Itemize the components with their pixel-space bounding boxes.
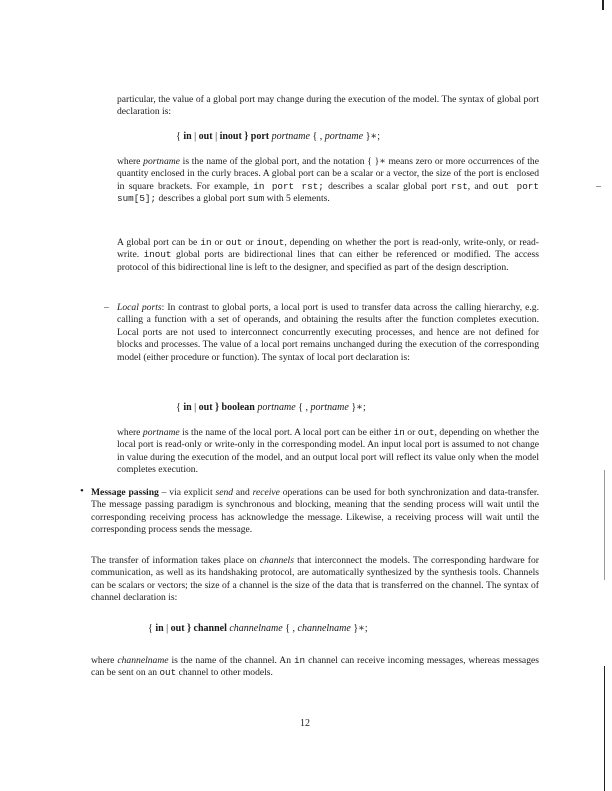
text: is the name of the channel. An [168,655,294,666]
text: and [233,487,253,498]
code-snippet: out [417,427,435,438]
page-number: 12 [300,718,310,729]
paragraph-global-port-where [117,156,539,206]
syntax-identifier: portname [310,402,349,413]
term-receive: receive [252,487,280,498]
syntax-identifier: portname [257,402,296,413]
text: channel can receive incoming messages, whereas messages can be sent on an [91,655,539,679]
syntax-text: { [148,623,156,634]
syntax-identifier: portname [271,131,310,142]
local-port-syntax [176,402,366,414]
scan-mark-right-2 [604,470,605,580]
text: : In contrast to global ports, a local port is used to transfer data across the calling hierarchy, e.g. calling a function with a set of operands, and obtaining the results after the function completes execution. Local ports are not used to interconnect concurrently executing processes, and hence are not defined for blocks and processes. The value of a local port remains unchanged during the execution of the corresponding model (either procedure or function). The syntax of local port declaration is: [117,302,539,363]
term-local-ports: Local ports [117,302,162,313]
syntax-text: { , [282,623,298,634]
text: that interconnect the models. The corresponding hardware for communication, as well as its handshaking protocol, are automatically synthesized by the synthesis tools. Channels can be scalars or vectors; the size of a channel is the size of the data that is transferred on the channel. The syntax of channel declaration is: [91,555,539,604]
code-snippet: sum [247,193,265,205]
syntax-text: | [212,131,220,142]
text: describes a scalar global port [323,180,452,192]
syntax-text: | [191,131,199,142]
syntax-text: { , [295,402,311,413]
syntax-keyword: } boolean [212,402,258,413]
syntax-text: }∗; [363,131,380,142]
channel-syntax [148,623,368,635]
syntax-text: | [191,402,199,413]
list-dash: – [104,302,109,313]
syntax-text: | [163,623,171,634]
paragraph-local-ports [117,302,539,364]
code-snippet: in port rst; [253,180,324,192]
code-snippet: in [293,655,306,666]
text: global ports are bidirectional lines that can either be referenced or modified. The access protocol of this bidirectional line is left to the designer, and specified as part of the design description. [117,249,539,273]
syntax-text: }∗; [348,402,366,413]
code-snippet: out [225,237,243,248]
syntax-keyword: out [170,623,185,634]
code-snippet: in [393,427,405,438]
term-message-passing: Message passing [91,487,159,498]
text: or [242,237,257,248]
text: where [117,427,143,438]
syntax-keyword: in [155,623,164,634]
syntax-keyword: out [198,131,213,142]
paragraph-intro-text: particular, the value of a global port may change during the execution of the model. The syntax of global port declaration is: [117,94,539,118]
code-snippet: rst [451,180,468,192]
paragraph-message-passing [91,487,539,537]
syntax-keyword: } port [241,131,272,142]
text: operations can be used for both synchronization and data-transfer. The message passing paradigm is synchronous and blocking, meaning that the sending process will wait until the corresponding receiving process has acknowledge the message. Likewise, a receiving process will wait until the corresponding process sends the message. [91,487,539,536]
identifier: channelname [117,655,169,666]
global-port-syntax [176,131,380,143]
code-snippet: inout [256,237,285,248]
bullet-icon: • [80,485,84,497]
syntax-keyword: in [183,131,192,142]
text: or [211,237,226,248]
scan-mark-right-1 [596,186,601,187]
identifier: portname [143,156,180,167]
text: or [404,427,418,438]
syntax-keyword: in [183,402,192,413]
scan-mark-right-3 [604,666,605,791]
text: where [117,156,144,167]
code-snippet: out port sum[5]; [117,180,539,205]
syntax-identifier: portname [324,131,364,142]
paragraph-local-port-where [117,427,539,477]
paragraph-channel-where [91,655,539,680]
code-snippet: in [200,237,212,248]
syntax-text: { , [309,131,325,142]
paragraph-channels [91,555,539,605]
text: The transfer of information takes place on [91,555,260,566]
syntax-keyword: inout [219,131,242,142]
term-send: send [215,487,234,498]
text: , depending on whether the local port is read-only or write-only in the corresponding model. An input local port is assumed to not change in value during the execution of the model, and an output local port will reflect its value only when the model completes execution. [117,427,540,476]
syntax-keyword: out [198,402,213,413]
paragraph-global-port-kinds [117,237,539,274]
syntax-text: }∗; [350,623,368,634]
text: , and [467,180,493,192]
text: A global port can be [117,237,201,248]
term-channels: channels [259,555,294,566]
text: , depending on whether the port is read-only, write-only, or read-write. [117,237,539,261]
scan-mark-top-right [602,0,604,10]
syntax-identifier: channelname [297,623,351,634]
syntax-text: { [176,131,184,142]
syntax-keyword: } channel [184,623,230,634]
text: channel to other models. [176,667,273,679]
code-snippet: out [159,667,177,679]
text: where [91,655,118,666]
text: is the name of the global port, and the notation { }∗ means zero or more occurrences of the quantity enclosed in the curly braces. A global port can be a scalar or a vector, the size of the port is enclosed in square brackets. For example, [117,156,539,192]
text: is the name of the local port. A local port can be either [179,427,394,438]
text: with 5 elements. [264,193,330,205]
syntax-text: { [176,402,184,413]
text: – via explicit [158,487,216,498]
code-snippet: inout [143,249,172,261]
identifier: portname [142,427,180,438]
paragraph-intro [117,94,539,119]
syntax-identifier: channelname [229,623,283,634]
text: describes a global port [156,193,248,205]
